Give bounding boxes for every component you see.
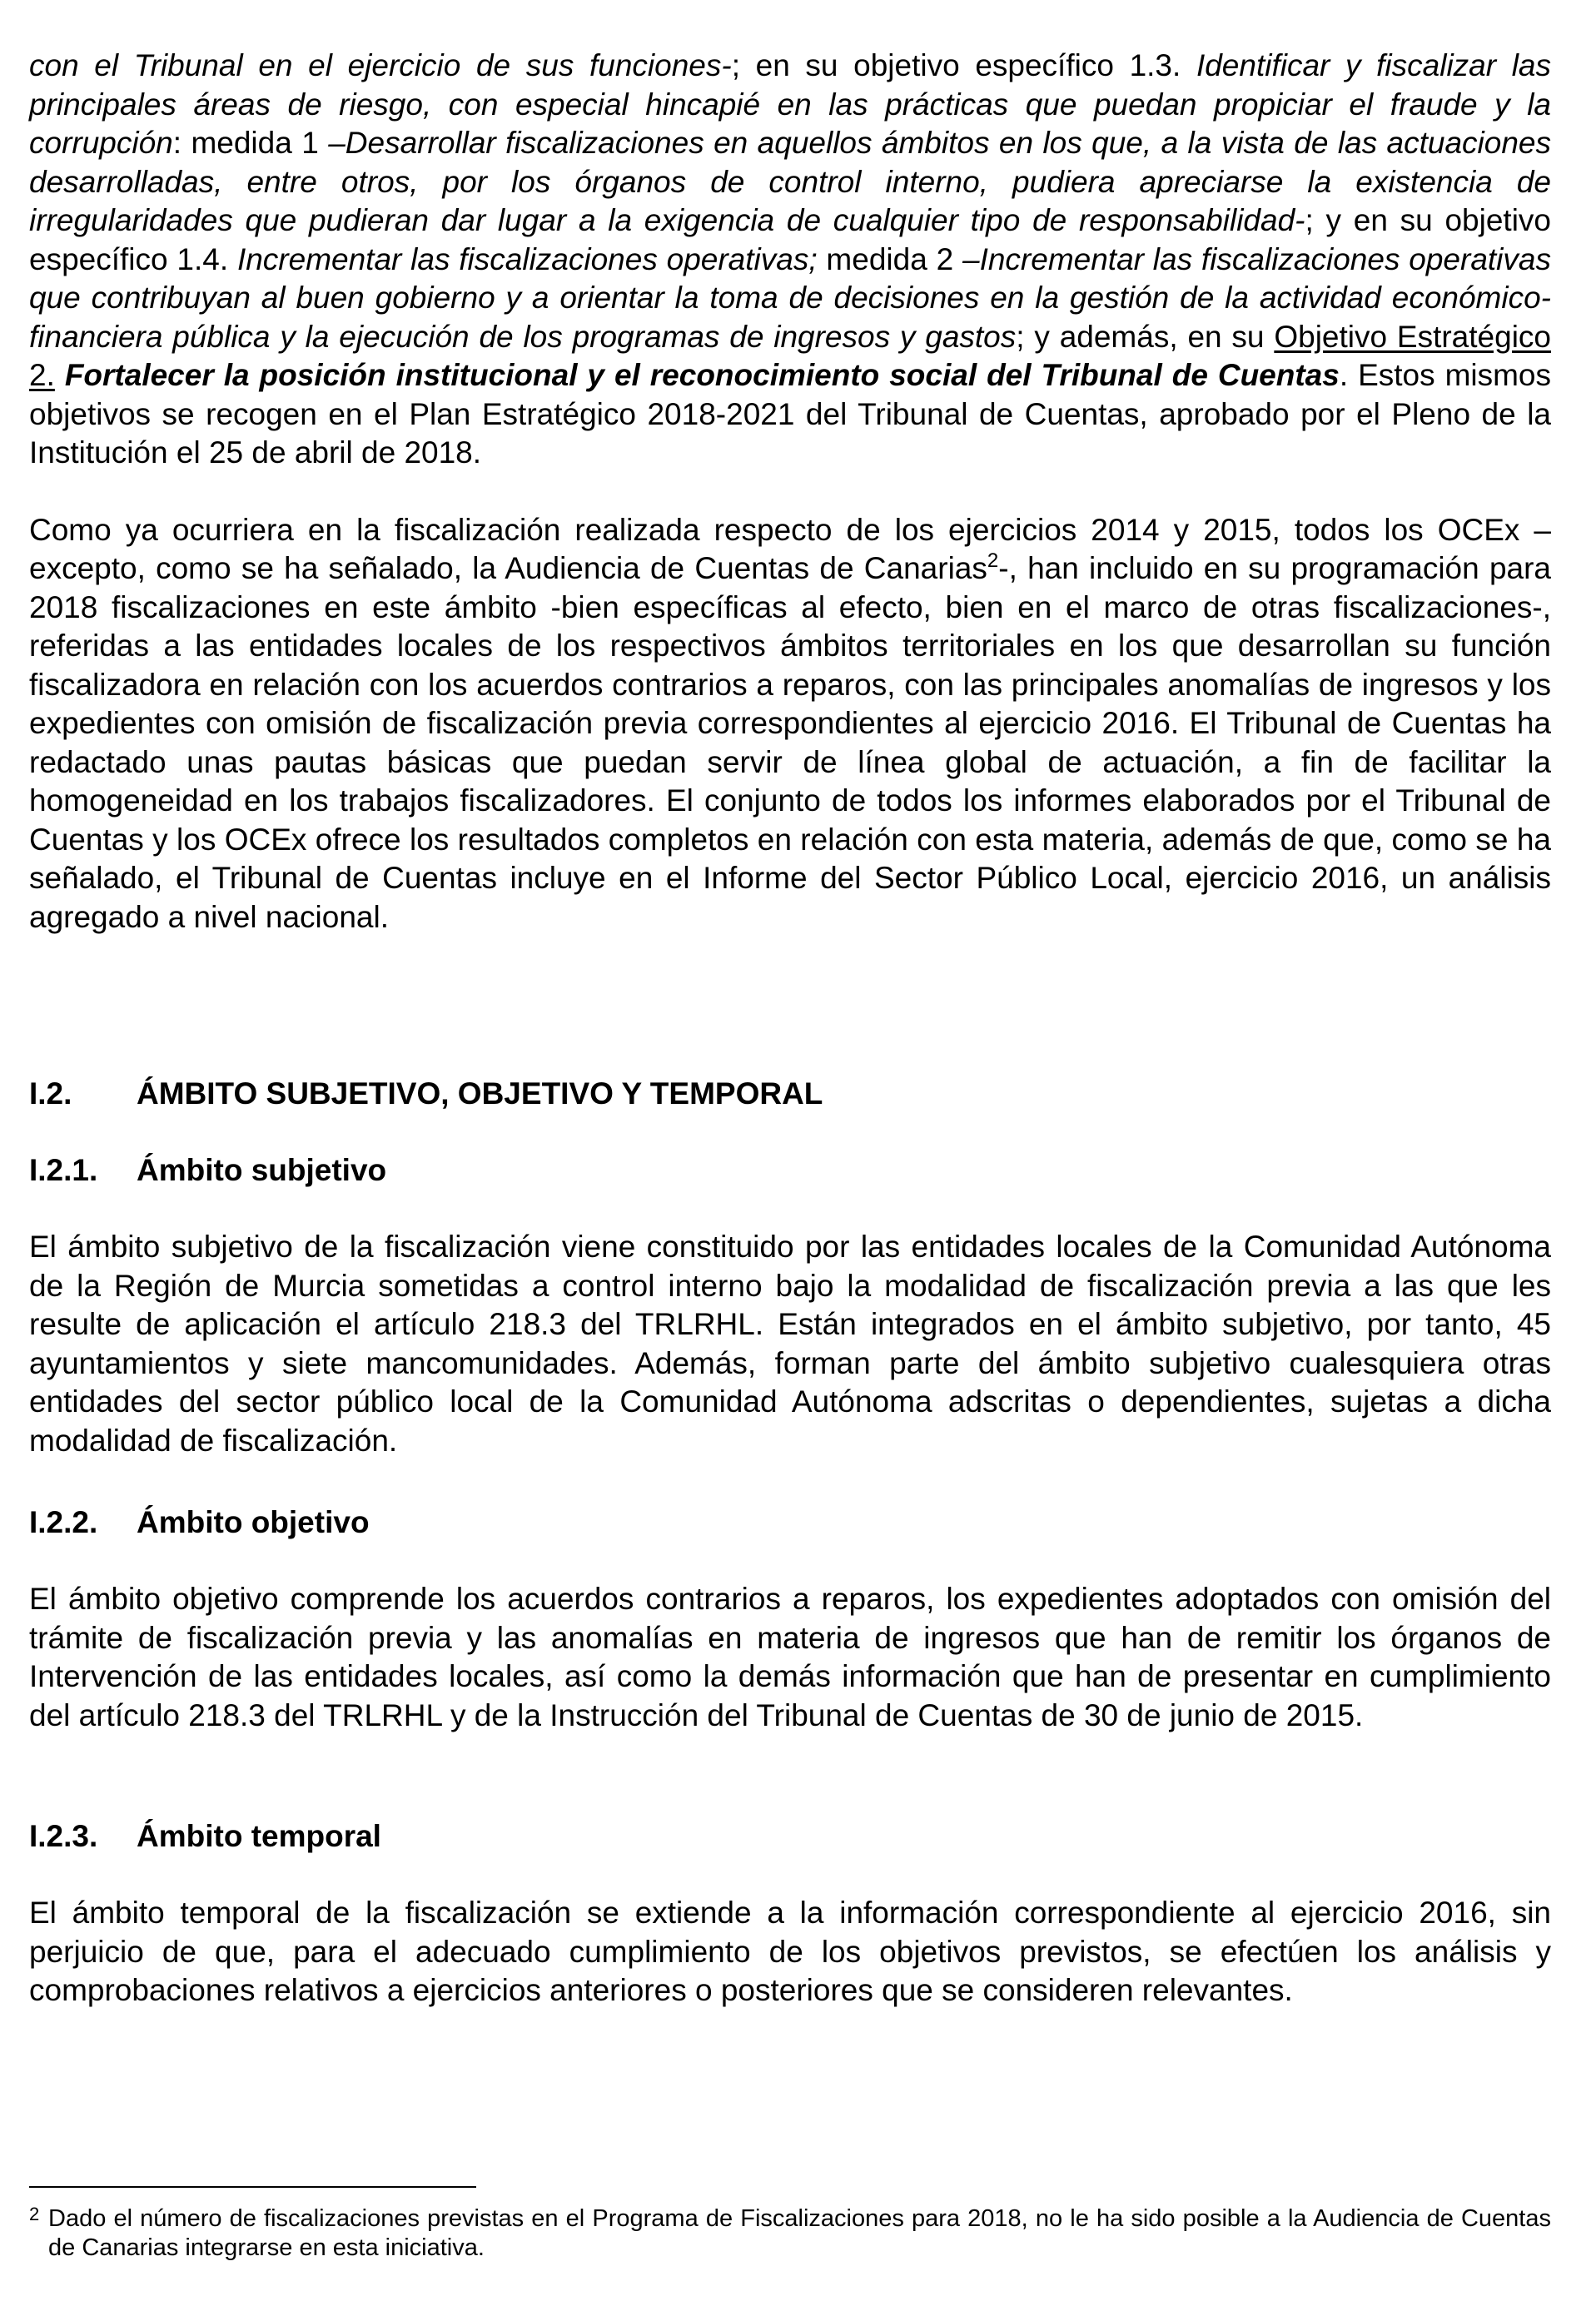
section-heading-i2: I.2. ÁMBITO SUBJETIVO, OBJETIVO Y TEMPORAL [29, 1076, 823, 1111]
footnote-separator [29, 2186, 476, 2188]
ocex-paragraph: Como ya ocurriera en la fiscalización realizada respecto de los ejercicios 2014 y 2015, todos los OCEx –excepto, como se ha señalado, la Audiencia de Cuentas de Canarias$^2$-, han incluido en su programación para 2018 fiscalizaciones en este ámbito -bien específicas al efecto, bien en el marco de otras fiscalizaciones-, referidas a las entidades locales de los respectivos ámbitos territoriales en los que desarrollan su función fiscalizadora en relación con los acuerdos contrarios a reparos, con las principales anomalías de ingresos y los expedientes con omisión de fiscalización previa correspondientes al ejercicio 2016. El Tribunal de Cuentas ha redactado unas pautas básicas que puedan servir de línea global de actuación, a fin de facilitar la homogeneidad en los trabajos fiscalizadores. El conjunto de todos los informes elaborados por el Tribunal de Cuentas y los OCEx ofrece los resultados completos en relación con esta materia, además de que, como se ha señalado, el Tribunal de Cuentas incluye en el Informe del Sector Público Local, ejercicio 2016, un análisis agregado a nivel nacional. [29, 512, 1551, 934]
objective-scope-paragraph: El ámbito objetivo comprende los acuerdos contrarios a reparos, los expedientes adoptados con omisión del trámite de fiscalización previa y las anomalías en materia de ingresos que han de remitir los órganos de Intervención de las entidades locales, así como la demás información que han de presentar en cumplimiento del artículo 218.3 del TRLRHL y de la Instrucción del Tribunal de Cuentas de 30 de junio de 2015. [29, 1582, 1551, 1732]
section-heading-i22: I.2.2. Ámbito objetivo [29, 1505, 370, 1539]
intro-paragraphs [29, 47, 1551, 937]
subjective-scope-paragraph: El ámbito subjetivo de la fiscalización viene constituido por las entidades locales de la Comunidad Autónoma de la Región de Murcia sometidas a control interno bajo la modalidad de fiscalización previa a las que les resulte de aplicación el artículo 218.3 del TRLRHL. Están integrados en el ámbito subjetivo, por tanto, 45 ayuntamientos y siete mancomunidades. Además, forman parte del ámbito subjetivo cualesquiera otras entidades del sector público local de la Comunidad Autónoma adscritas o dependientes, sujetas a dicha modalidad de fiscalización. [29, 1230, 1551, 1458]
footnote-mark: 2 [29, 2204, 40, 2224]
strategic-objective-ref: Objetivo Estratégico 2. [29, 319, 1551, 392]
footnote-ref[interactable]: 2 [987, 549, 999, 572]
temporal-scope-block [29, 1894, 1551, 2010]
subjective-scope-block [29, 1228, 1551, 1460]
objectives-paragraph: con el Tribunal en el ejercicio de sus funciones-; en su objetivo específico 1.3. Identificar y fiscalizar las principales áreas de riesgo, con especial hincapié en las prácticas que puedan propiciar el fraude y la corrupción: medida 1 –Desarrollar fiscalizaciones en aquellos ámbitos en los que, a la vista de las actuaciones desarrolladas, entre otros, por los órganos de control interno, pudiera apreciarse la existencia de irregularidades que pudieran dar lugar a la exigencia de cualquier tipo de responsabilidad-; y en su objetivo específico 1.4. Incrementar las fiscalizaciones operativas; medida 2 –Incrementar las fiscalizaciones operativas que contribuyan al buen gobierno y a orientar la toma de decisiones en la gestión de la actividad económico-financiera pública y la ejecución de los programas de ingresos y gastos; y además, en su Objetivo Estratégico 2. Fortalecer la posición institucional y el reconocimiento social del Tribunal de Cuentas. Estos mismos objetivos se recogen en el Plan Estratégico 2018-2021 del Tribunal de Cuentas, aprobado por el Pleno de la Institución el 25 de abril de 2018. [29, 48, 1552, 470]
temporal-scope-paragraph: El ámbito temporal de la fiscalización se extiende a la información correspondiente al ejercicio 2016, sin perjuicio de que, para el adecuado cumplimiento de los objetivos previstos, se efectúen los análisis y comprobaciones relativos a ejercicios anteriores o posteriores que se consideren relevantes. [29, 1896, 1551, 2007]
section-heading-i21: I.2.1. Ámbito subjetivo [29, 1153, 387, 1187]
section-heading-i23: I.2.3. Ámbito temporal [29, 1819, 381, 1853]
objective-scope-block [29, 1580, 1551, 1735]
footnote-text: Dado el número de fiscalizaciones previstas en el Programa de Fiscalizaciones para 2018, no le ha sido posible a la Audiencia de Cuentas de Canarias integrarse en esta iniciativa. [48, 2205, 1551, 2261]
footnote [29, 2204, 1551, 2263]
